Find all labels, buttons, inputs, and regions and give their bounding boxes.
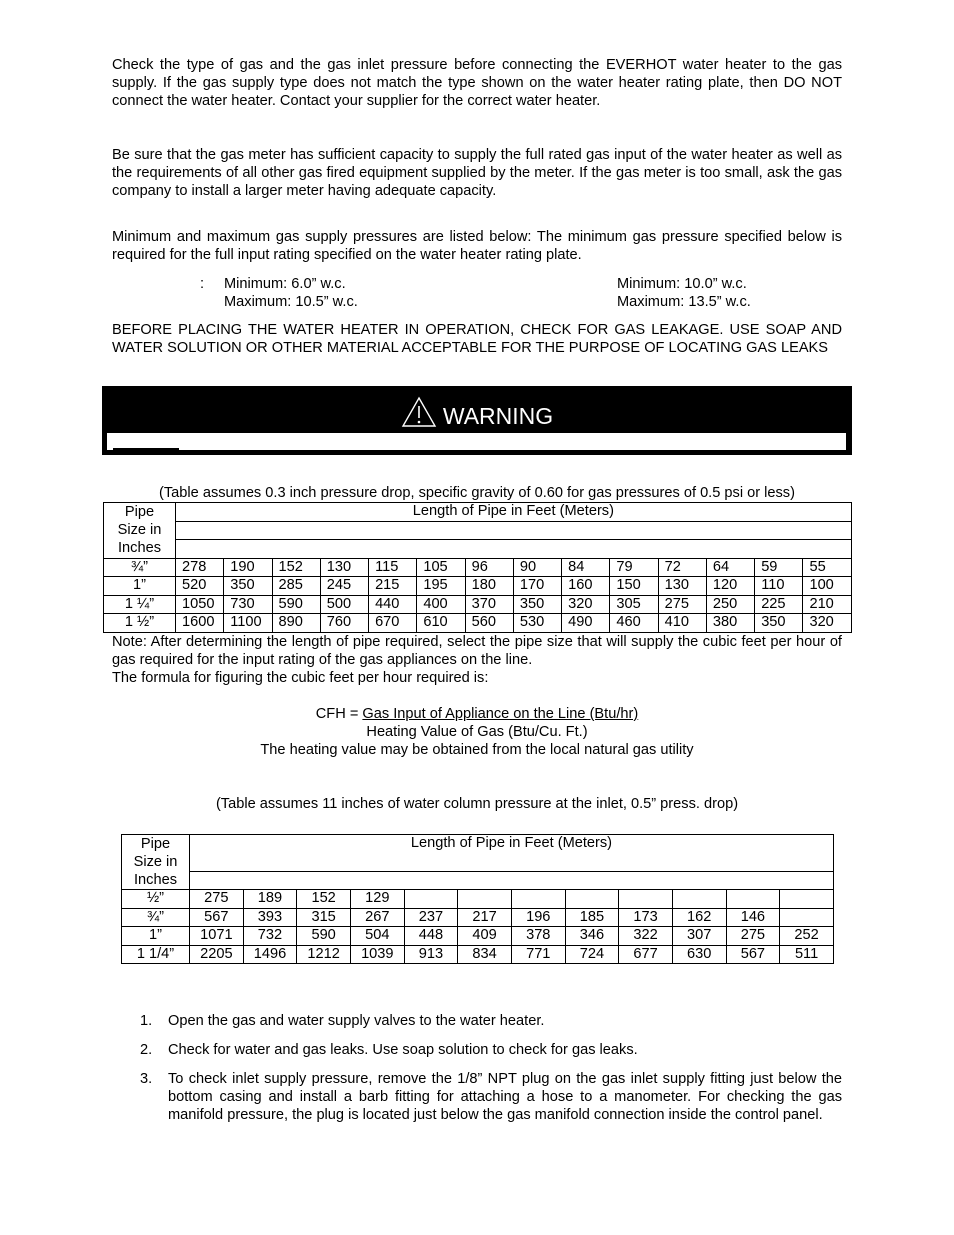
table-row [104,595,852,614]
capacity-cell: 210 [803,595,851,614]
capacity-cell: 267 [350,908,404,927]
capacity-cell: 500 [320,595,368,614]
table-row [122,908,834,927]
cfh-numerator: Gas Input of Appliance on the Line (Btu/hr) [362,706,639,722]
capacity-cell: 245 [320,577,368,596]
capacity-cell: 217 [458,908,512,927]
capacity-cell: 1071 [190,927,244,946]
capacity-cell: 724 [565,945,619,964]
capacity-cell: 730 [224,595,272,614]
paragraph-gas-meter-capacity: Be sure that the gas meter has sufficient capacity to supply the full rated gas input of the water heater as well as the requirements of all other gas fired equipment supplied by the meter. If the gas meter is too small, ask the gas company to install a larger meter having adequate capacity. [112,147,842,199]
capacity-cell: 1050 [176,595,224,614]
capacity-cell: 322 [619,927,673,946]
capacity-cell: 400 [417,595,465,614]
capacity-cell: 72 [658,558,706,577]
capacity-cell: 1600 [176,614,224,633]
pressure-right-min: Minimum: 10.0” w.c. [617,276,747,292]
capacity-cell: 162 [672,908,726,927]
capacity-cell [458,890,512,909]
capacity-cell: 670 [369,614,417,633]
note-formula-intro: The formula for figuring the cubic feet per hour required is: [112,670,489,686]
capacity-cell: 275 [726,927,780,946]
capacity-cell [780,908,834,927]
capacity-cell: 185 [565,908,619,927]
capacity-cell: 1212 [297,945,351,964]
paragraph-supply-pressures: Minimum and maximum gas supply pressures are listed below: The minimum gas pressure specified below is required for the full input rating specified on the water heater rating plate. [112,229,842,263]
capacity-cell: 448 [404,927,458,946]
table1-caption: (Table assumes 0.3 inch pressure drop, specific gravity of 0.60 for gas pressures of 0.5 psi or less) [159,485,795,501]
capacity-cell: 350 [755,614,803,633]
capacity-cell: 79 [610,558,658,577]
capacity-cell [672,890,726,909]
capacity-cell: 913 [404,945,458,964]
capacity-cell: 346 [565,927,619,946]
pressure-left-min: Minimum: 6.0” w.c. [224,276,346,292]
capacity-cell: 610 [417,614,465,633]
pipe-size-header: Pipe Size in Inches [122,835,190,890]
capacity-cell [726,890,780,909]
pipe-length-header: Length of Pipe in Feet (Meters) [176,503,852,522]
capacity-cell [780,890,834,909]
capacity-cell: 90 [513,558,561,577]
capacity-cell: 195 [417,577,465,596]
capacity-cell: 410 [658,614,706,633]
capacity-cell: 834 [458,945,512,964]
warning-heading [102,396,852,429]
capacity-cell: 380 [706,614,754,633]
capacity-cell: 560 [465,614,513,633]
capacity-cell: 120 [706,577,754,596]
capacity-cell: 590 [272,595,320,614]
capacity-cell: 110 [755,577,803,596]
capacity-cell [565,890,619,909]
capacity-cell: 275 [658,595,706,614]
capacity-cell: 320 [803,614,851,633]
capacity-cell: 225 [755,595,803,614]
pressure-colon: : [200,276,205,292]
capacity-cell: 59 [755,558,803,577]
capacity-cell: 190 [224,558,272,577]
capacity-cell: 567 [726,945,780,964]
capacity-cell: 771 [511,945,565,964]
capacity-cell: 55 [803,558,851,577]
capacity-cell: 350 [513,595,561,614]
capacity-cell: 250 [706,595,754,614]
warning-banner [102,386,852,455]
capacity-cell: 530 [513,614,561,633]
cfh-formula-numerator-line: CFH = Gas Input of Appliance on the Line (Btu/hr) [315,706,639,722]
capacity-cell: 520 [176,577,224,596]
pipe-size-cell: 1 1/4” [122,945,190,964]
capacity-cell: 2205 [190,945,244,964]
capacity-cell: 64 [706,558,754,577]
cfh-formula-denominator: Heating Value of Gas (Btu/Cu. Ft.) [366,724,588,740]
pipe-capacity-table-2 [121,834,834,964]
capacity-cell: 732 [243,927,297,946]
paragraph-leak-check: BEFORE PLACING THE WATER HEATER IN OPERATION, CHECK FOR GAS LEAKAGE. USE SOAP AND WATER SOLUTION OR OTHER MATERIAL ACCEPTABLE FOR THE PURPOSE OF LOCATING GAS LEAKS [112,322,842,356]
capacity-cell: 278 [176,558,224,577]
capacity-cell [511,890,565,909]
capacity-cell: 152 [297,890,351,909]
capacity-cell: 196 [511,908,565,927]
capacity-cell: 189 [243,890,297,909]
paragraph-gas-type-check: Check the type of gas and the gas inlet pressure before connecting the EVERHOT water heater to the gas supply. If the gas supply type does not match the type shown on the water heater rating plate, then DO NOT connect the water heater. Contact your supplier for the correct water heater. [112,57,842,109]
pipe-length-header: Length of Pipe in Feet (Meters) [190,835,834,872]
pipe-size-cell: 1 ¼” [104,595,176,614]
capacity-cell: 180 [465,577,513,596]
capacity-cell: 285 [272,577,320,596]
capacity-cell: 307 [672,927,726,946]
header-blank-row [190,871,834,890]
table-row [122,927,834,946]
pipe-size-header: Pipe Size in Inches [104,503,176,559]
table-row [104,577,852,596]
capacity-cell: 890 [272,614,320,633]
capacity-cell: 630 [672,945,726,964]
capacity-cell: 129 [350,890,404,909]
capacity-cell: 440 [369,595,417,614]
table-row [104,614,852,633]
warning-body [107,433,846,450]
header-blank-row [176,521,852,540]
pipe-size-cell: ¾” [122,908,190,927]
capacity-cell: 275 [190,890,244,909]
capacity-cell: 105 [417,558,465,577]
capacity-cell: 490 [562,614,610,633]
pipe-size-cell: 1 ½” [104,614,176,633]
capacity-cell [404,890,458,909]
capacity-cell: 150 [610,577,658,596]
capacity-cell: 170 [513,577,561,596]
pipe-capacity-table-1 [103,502,852,633]
capacity-cell: 237 [404,908,458,927]
capacity-cell: 252 [780,927,834,946]
header-blank-row [176,540,852,559]
capacity-cell: 315 [297,908,351,927]
pipe-size-cell: 1” [122,927,190,946]
capacity-cell: 378 [511,927,565,946]
capacity-cell [619,890,673,909]
capacity-cell: 590 [297,927,351,946]
table-row [122,890,834,909]
capacity-cell: 305 [610,595,658,614]
capacity-cell: 173 [619,908,673,927]
capacity-cell: 350 [224,577,272,596]
pipe-size-cell: ¾” [104,558,176,577]
capacity-cell: 215 [369,577,417,596]
warning-underline [113,448,179,450]
capacity-cell: 320 [562,595,610,614]
table-row [122,945,834,964]
capacity-cell: 1100 [224,614,272,633]
capacity-cell: 84 [562,558,610,577]
capacity-cell: 100 [803,577,851,596]
capacity-cell: 152 [272,558,320,577]
capacity-cell: 1496 [243,945,297,964]
capacity-cell: 160 [562,577,610,596]
capacity-cell: 504 [350,927,404,946]
capacity-cell: 1039 [350,945,404,964]
capacity-cell: 130 [658,577,706,596]
table-row [104,558,852,577]
note-pipe-size: Note: After determining the length of pipe required, select the pipe size that will supply the cubic feet per hour of gas required for the input rating of the gas appliances on the line. [112,634,842,668]
table2-caption: (Table assumes 11 inches of water column pressure at the inlet, 0.5” press. drop) [215,796,739,812]
capacity-cell: 146 [726,908,780,927]
capacity-cell: 115 [369,558,417,577]
capacity-cell: 567 [190,908,244,927]
pipe-size-cell: 1” [104,577,176,596]
capacity-cell: 96 [465,558,513,577]
capacity-cell: 511 [780,945,834,964]
capacity-cell: 760 [320,614,368,633]
capacity-cell: 677 [619,945,673,964]
capacity-cell: 130 [320,558,368,577]
capacity-cell: 393 [243,908,297,927]
pipe-size-cell: ½” [122,890,190,909]
capacity-cell: 409 [458,927,512,946]
heating-value-note: The heating value may be obtained from the local natural gas utility [260,742,694,758]
capacity-cell: 370 [465,595,513,614]
pressure-right-max: Maximum: 13.5” w.c. [617,294,751,310]
pressure-left-max: Maximum: 10.5” w.c. [224,294,358,310]
capacity-cell: 460 [610,614,658,633]
warning-title: WARNING [442,403,554,429]
warning-triangle-icon [401,396,437,428]
